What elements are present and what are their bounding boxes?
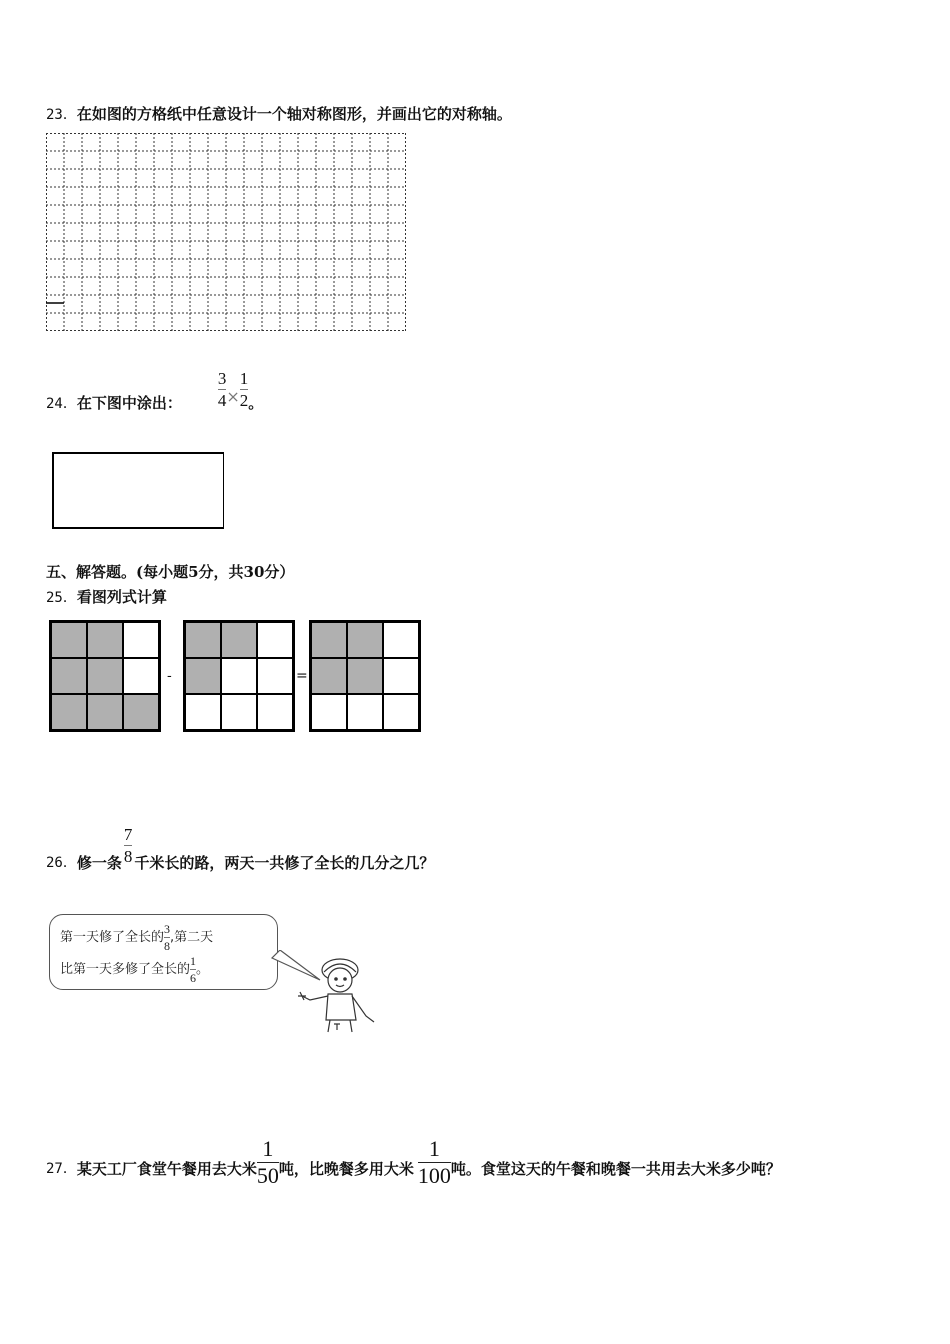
shaded-cell (185, 658, 221, 694)
fraction-seven-eighths: $\frac{7}{8}$ (123, 825, 133, 866)
question-25 (46, 586, 167, 607)
question-text: 在下图中涂出： (76, 394, 182, 412)
blank-cell (185, 694, 221, 730)
grid-figure-2 (183, 620, 295, 732)
bubble-line-2: 比第一天多修了全长的 $\frac{1}{6}$ 。 (60, 954, 210, 985)
blank-cell (257, 622, 293, 658)
shaded-cell (123, 694, 159, 730)
shaded-cell (311, 658, 347, 694)
shaded-cell (51, 694, 87, 730)
blank-cell (383, 694, 419, 730)
times-sign: × (226, 387, 240, 406)
shaded-cell (87, 694, 123, 730)
blank-cell (123, 658, 159, 694)
question-number: 24． (46, 396, 77, 412)
section-title: 五、解答题。(每小题5分，共30分） (46, 563, 295, 581)
shaded-cell (51, 622, 87, 658)
question-text-post: 吨。食堂这天的午餐和晚餐一共用去大米多少吨？ (450, 1160, 781, 1178)
blank-cell (221, 694, 257, 730)
shading-rectangle[interactable] (52, 452, 224, 529)
question-text-pre: 某天工厂食堂午餐用去大米 (76, 1160, 257, 1178)
question-24 (46, 366, 263, 416)
blank-cell (383, 622, 419, 658)
equals-sign: = (296, 668, 308, 684)
fraction-one-half: $\frac{1}{2}$ (239, 369, 249, 410)
blank-cell (257, 694, 293, 730)
blank-cell (347, 694, 383, 730)
question-number: 27． (46, 1161, 77, 1177)
bubble-line-1: 第一天修了全长的 $\frac{3}{8}$ ,第二天 (60, 922, 214, 953)
question-text-pre: 修一条 (76, 854, 122, 872)
shaded-cell (87, 622, 123, 658)
grid-figure-1 (49, 620, 161, 732)
fraction-one-sixth: $\frac{1}{6}$ (190, 954, 197, 985)
question-text: 在如图的方格纸中任意设计一个轴对称图形，并画出它的对称轴。 (76, 105, 512, 123)
grid-figure-3 (309, 620, 421, 732)
dotted-grid-paper[interactable] (46, 133, 406, 331)
fraction-three-eighths: $\frac{3}{8}$ (164, 922, 171, 953)
shaded-cell (51, 658, 87, 694)
question-27 (46, 1134, 781, 1194)
blank-cell (383, 658, 419, 694)
shaded-cell (221, 622, 257, 658)
blank-cell (123, 622, 159, 658)
shaded-cell (347, 658, 383, 694)
question-number: 23． (46, 107, 77, 123)
question-text-mid: 吨，比晚餐多用大米 (278, 1160, 414, 1178)
fraction-one-fiftieth: $\frac{1}{50}$ (256, 1136, 279, 1188)
speech-bubble (49, 914, 278, 990)
shaded-cell (185, 622, 221, 658)
period: 。 (248, 394, 264, 412)
fraction-one-hundredth: $\frac{1}{100}$ (417, 1136, 451, 1188)
question-26 (46, 826, 434, 876)
blank-cell (221, 658, 257, 694)
minus-sign: - (167, 668, 172, 684)
question-text-post: 千米长的路，两天一共修了全长的几分之几？ (134, 854, 435, 872)
shaded-cell (311, 622, 347, 658)
question-number: 25． (46, 590, 77, 606)
fraction-three-quarters: $\frac{3}{4}$ (217, 369, 227, 410)
question-number: 26． (46, 855, 77, 871)
shaded-cell (87, 658, 123, 694)
shaded-cell (347, 622, 383, 658)
blank-cell (257, 658, 293, 694)
question-23 (46, 103, 512, 124)
blank-cell (311, 694, 347, 730)
bubble-tail (272, 950, 320, 980)
boy-figure (298, 959, 374, 1032)
question-text: 看图列式计算 (76, 588, 167, 606)
worker-boy-illustration (270, 950, 380, 1040)
